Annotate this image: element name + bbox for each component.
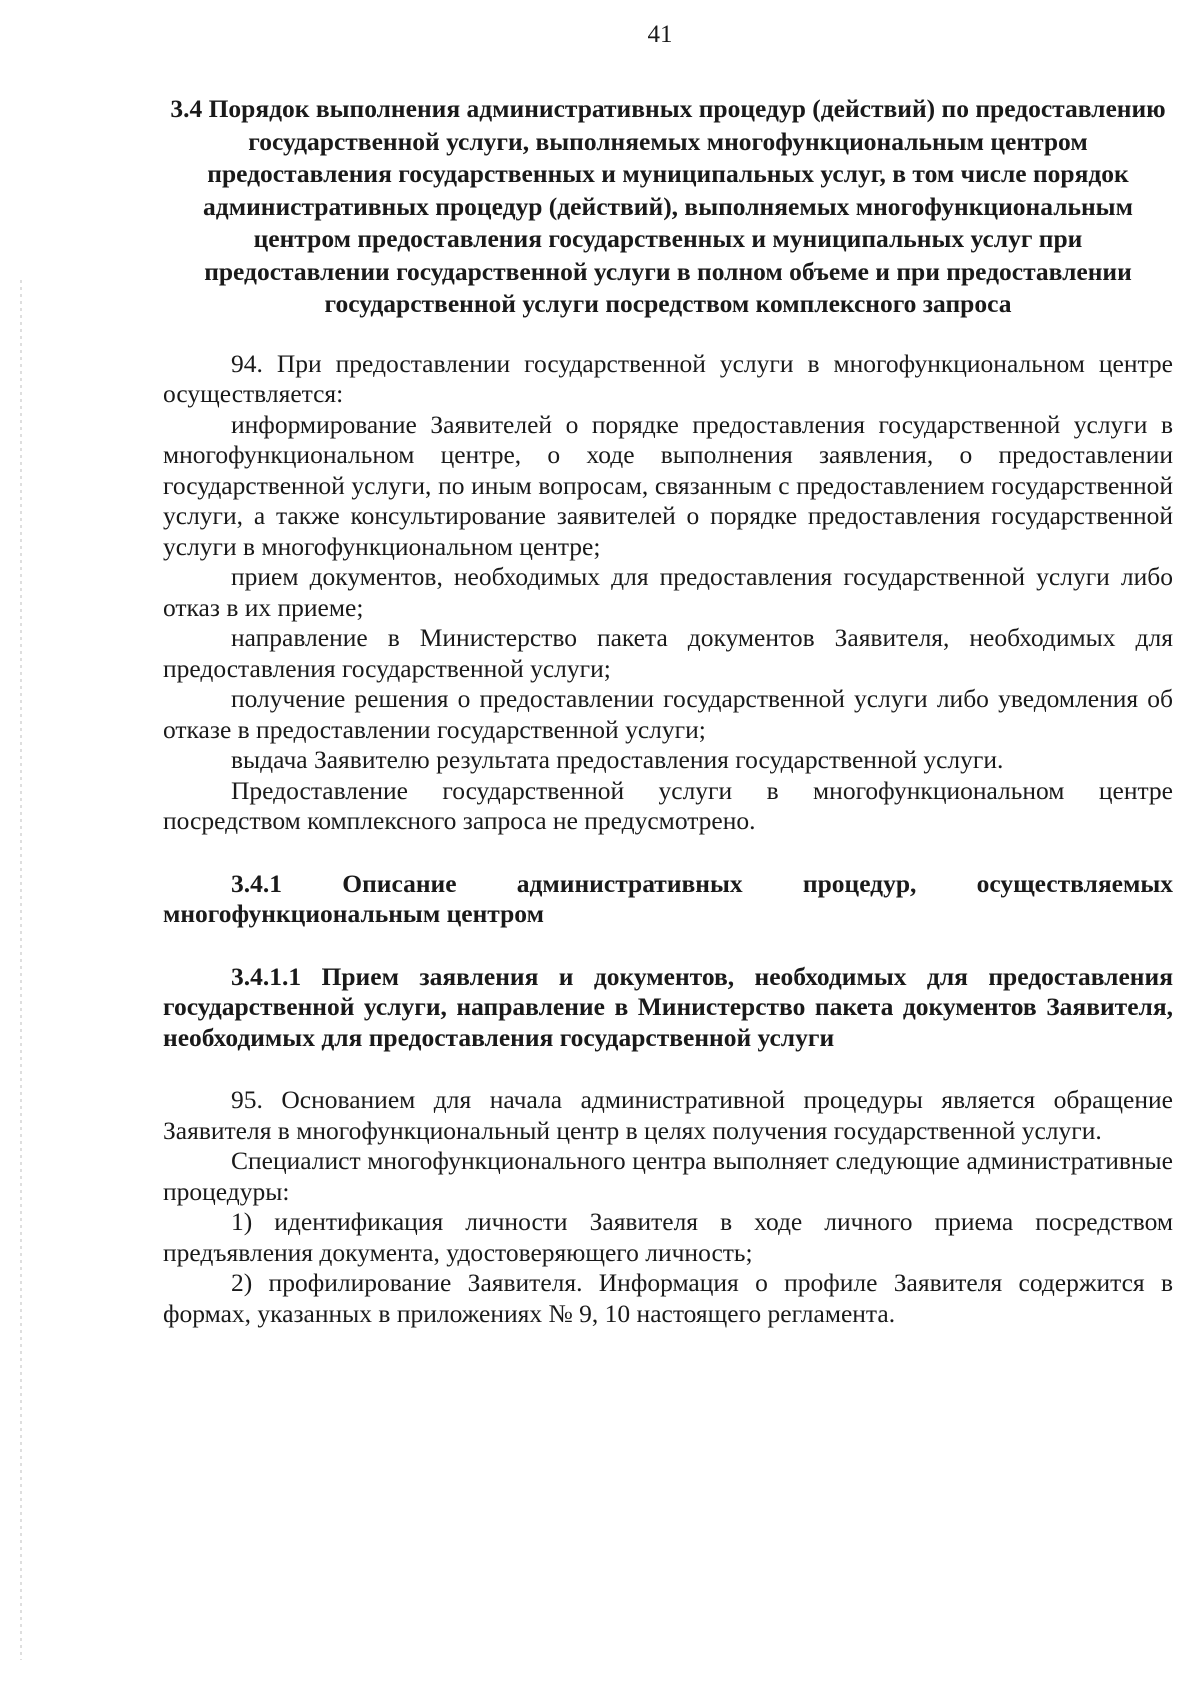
paragraph-94-receive: прием документов, необходимых для предоставления государственной услуги либо отказ в их приеме; [163,562,1173,622]
paragraph-94-intro: 94. При предоставлении государственной услуги в многофункциональном центре осуществляется: [163,348,1173,408]
page-number: 41 [647,21,673,48]
paragraph-95-specialist: Специалист многофункционального центра выполняет следующие административные процедуры: [163,1146,1173,1206]
paragraph-94-inform: информирование Заявителей о порядке предоставления государственной услуги в многофункциональном центре, о ходе выполнения заявления, о предоставлении государственной услуги, по иным вопросам, связанным с предоставлением государственной услуги, а также консультирование заявителей о порядке предоставления государственной услуги в многофункциональном центре; [163,409,1173,561]
subheading-3-4-1-1: 3.4.1.1 Прием заявления и документов, необходимых для предоставления государственной услуги, направление в Министерство пакета документов Заявителя, необходимых для предоставления государственной услуги [163,961,1173,1052]
spacer [163,837,1173,869]
page-content [163,93,1173,1329]
section-title: 3.4 Порядок выполнения административных процедур (действий) по предоставлению государственной услуги, выполняемых многофункциональным центром предоставления государственных и муниципальных услуг, в том числе порядок административных процедур (действий), выполняемых многофункциональным центром предоставления государственных и муниципальных услуг при предоставлении государственной услуги в полном объеме и при предоставлении государственной услуги посредством комплексного запроса [170,94,1166,318]
spacer [163,1053,1173,1085]
paragraph-95-item-2: 2) профилирование Заявителя. Информация о профиле Заявителя содержится в формах, указанных в приложениях № 9, 10 настоящего регламента. [163,1268,1173,1328]
paragraph-95-item-1: 1) идентификация личности Заявителя в ходе личного приема посредством предъявления документа, удостоверяющего личность; [163,1207,1173,1267]
scan-edge-artifact [20,280,22,1660]
paragraph-95-basis: 95. Основанием для начала административной процедуры является обращение Заявителя в многофункциональный центр в целях получения государственной услуги. [163,1085,1173,1145]
paragraph-94-send: направление в Министерство пакета документов Заявителя, необходимых для предоставления государственной услуги; [163,623,1173,683]
paragraph-94-complex: Предоставление государственной услуги в многофункциональном центре посредством комплексного запроса не предусмотрено. [163,775,1173,835]
section-body [163,349,1173,1330]
paragraph-94-get-decision: получение решения о предоставлении государственной услуги либо уведомления об отказе в предоставлении государственной услуги; [163,684,1173,744]
spacer [163,930,1173,962]
subheading-3-4-1: 3.4.1 Описание административных процедур, осуществляемых многофункциональным центром [163,868,1173,928]
paragraph-94-issue: выдача Заявителю результата предоставления государственной услуги. [231,745,1004,774]
